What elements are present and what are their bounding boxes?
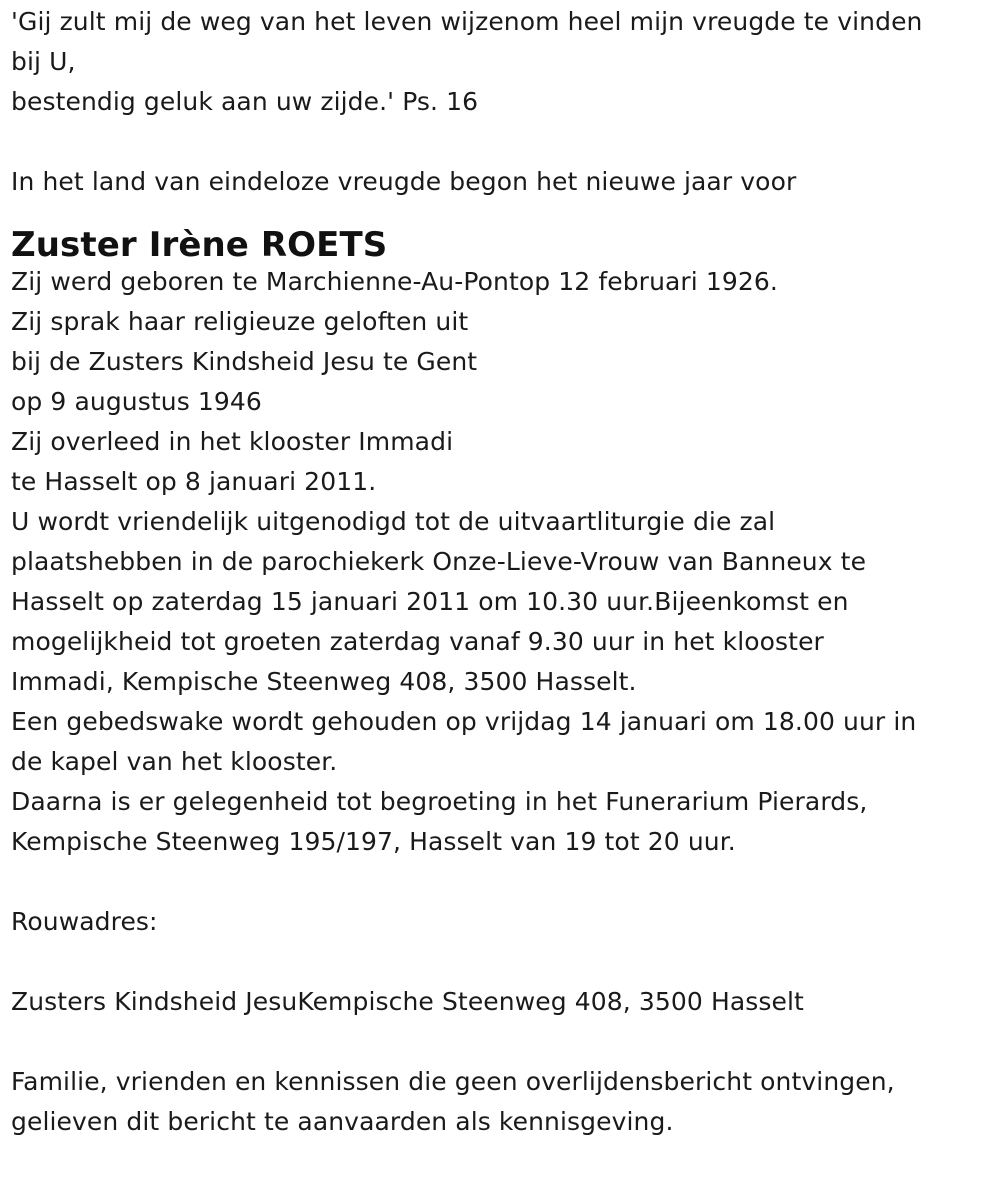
vigil-info: [11, 702, 986, 782]
biography: [11, 262, 986, 502]
obituary-document: [11, 2, 986, 1142]
deceased-name: Zuster Irène ROETS: [11, 225, 388, 265]
bio-line: te Hasselt op 8 januari 2011.: [11, 467, 377, 496]
funeral-line: plaatshebben in de parochiekerk Onze-Lieve-Vrouw van Banneux te: [11, 547, 867, 576]
notice-line: gelieven dit bericht te aanvaarden als kennisgeving.: [11, 1107, 674, 1136]
quote-line: bij U,: [11, 47, 76, 76]
bio-line: bij de Zusters Kindsheid Jesu te Gent: [11, 347, 478, 376]
visitation-line: Kempische Steenweg 195/197, Hasselt van 19 tot 20 uur.: [11, 827, 736, 856]
notice: [11, 1062, 986, 1142]
bio-line: Zij overleed in het klooster Immadi: [11, 427, 454, 456]
funeral-line: U wordt vriendelijk uitgenodigd tot de uitvaartliturgie die zal: [11, 507, 776, 536]
bio-line: Zij sprak haar religieuze geloften uit: [11, 307, 469, 336]
bio-line: Zij werd geboren te Marchienne-Au-Pontop 12 februari 1926.: [11, 267, 778, 296]
funeral-line: Immadi, Kempische Steenweg 408, 3500 Hasselt.: [11, 667, 637, 696]
vigil-line: Een gebedswake wordt gehouden op vrijdag 14 januari om 18.00 uur in: [11, 707, 917, 736]
bio-line: op 9 augustus 1946: [11, 387, 262, 416]
spacer: [11, 862, 986, 902]
visitation-line: Daarna is er gelegenheid tot begroeting in het Funerarium Pierards,: [11, 787, 868, 816]
spacer: [11, 1022, 986, 1062]
psalm-quote: [11, 2, 986, 122]
funeral-line: mogelijkheid tot groeten zaterdag vanaf 9.30 uur in het klooster: [11, 627, 824, 656]
address-label: Rouwadres:: [11, 907, 158, 936]
quote-line: 'Gij zult mij de weg van het leven wijzenom heel mijn vreugde te vinden: [11, 7, 923, 36]
mourning-address: Zusters Kindsheid JesuKempische Steenweg 408, 3500 Hasselt: [11, 987, 804, 1016]
funeral-line: Hasselt op zaterdag 15 januari 2011 om 10.30 uur.Bijeenkomst en: [11, 587, 849, 616]
spacer: [11, 122, 986, 162]
spacer: [11, 942, 986, 982]
visitation-info: [11, 782, 986, 862]
notice-line: Familie, vrienden en kennissen die geen overlijdensbericht ontvingen,: [11, 1067, 895, 1096]
vigil-line: de kapel van het klooster.: [11, 747, 338, 776]
intro-text: In het land van eindeloze vreugde begon het nieuwe jaar voor: [11, 167, 797, 196]
quote-line: bestendig geluk aan uw zijde.' Ps. 16: [11, 87, 479, 116]
funeral-info: [11, 502, 986, 702]
